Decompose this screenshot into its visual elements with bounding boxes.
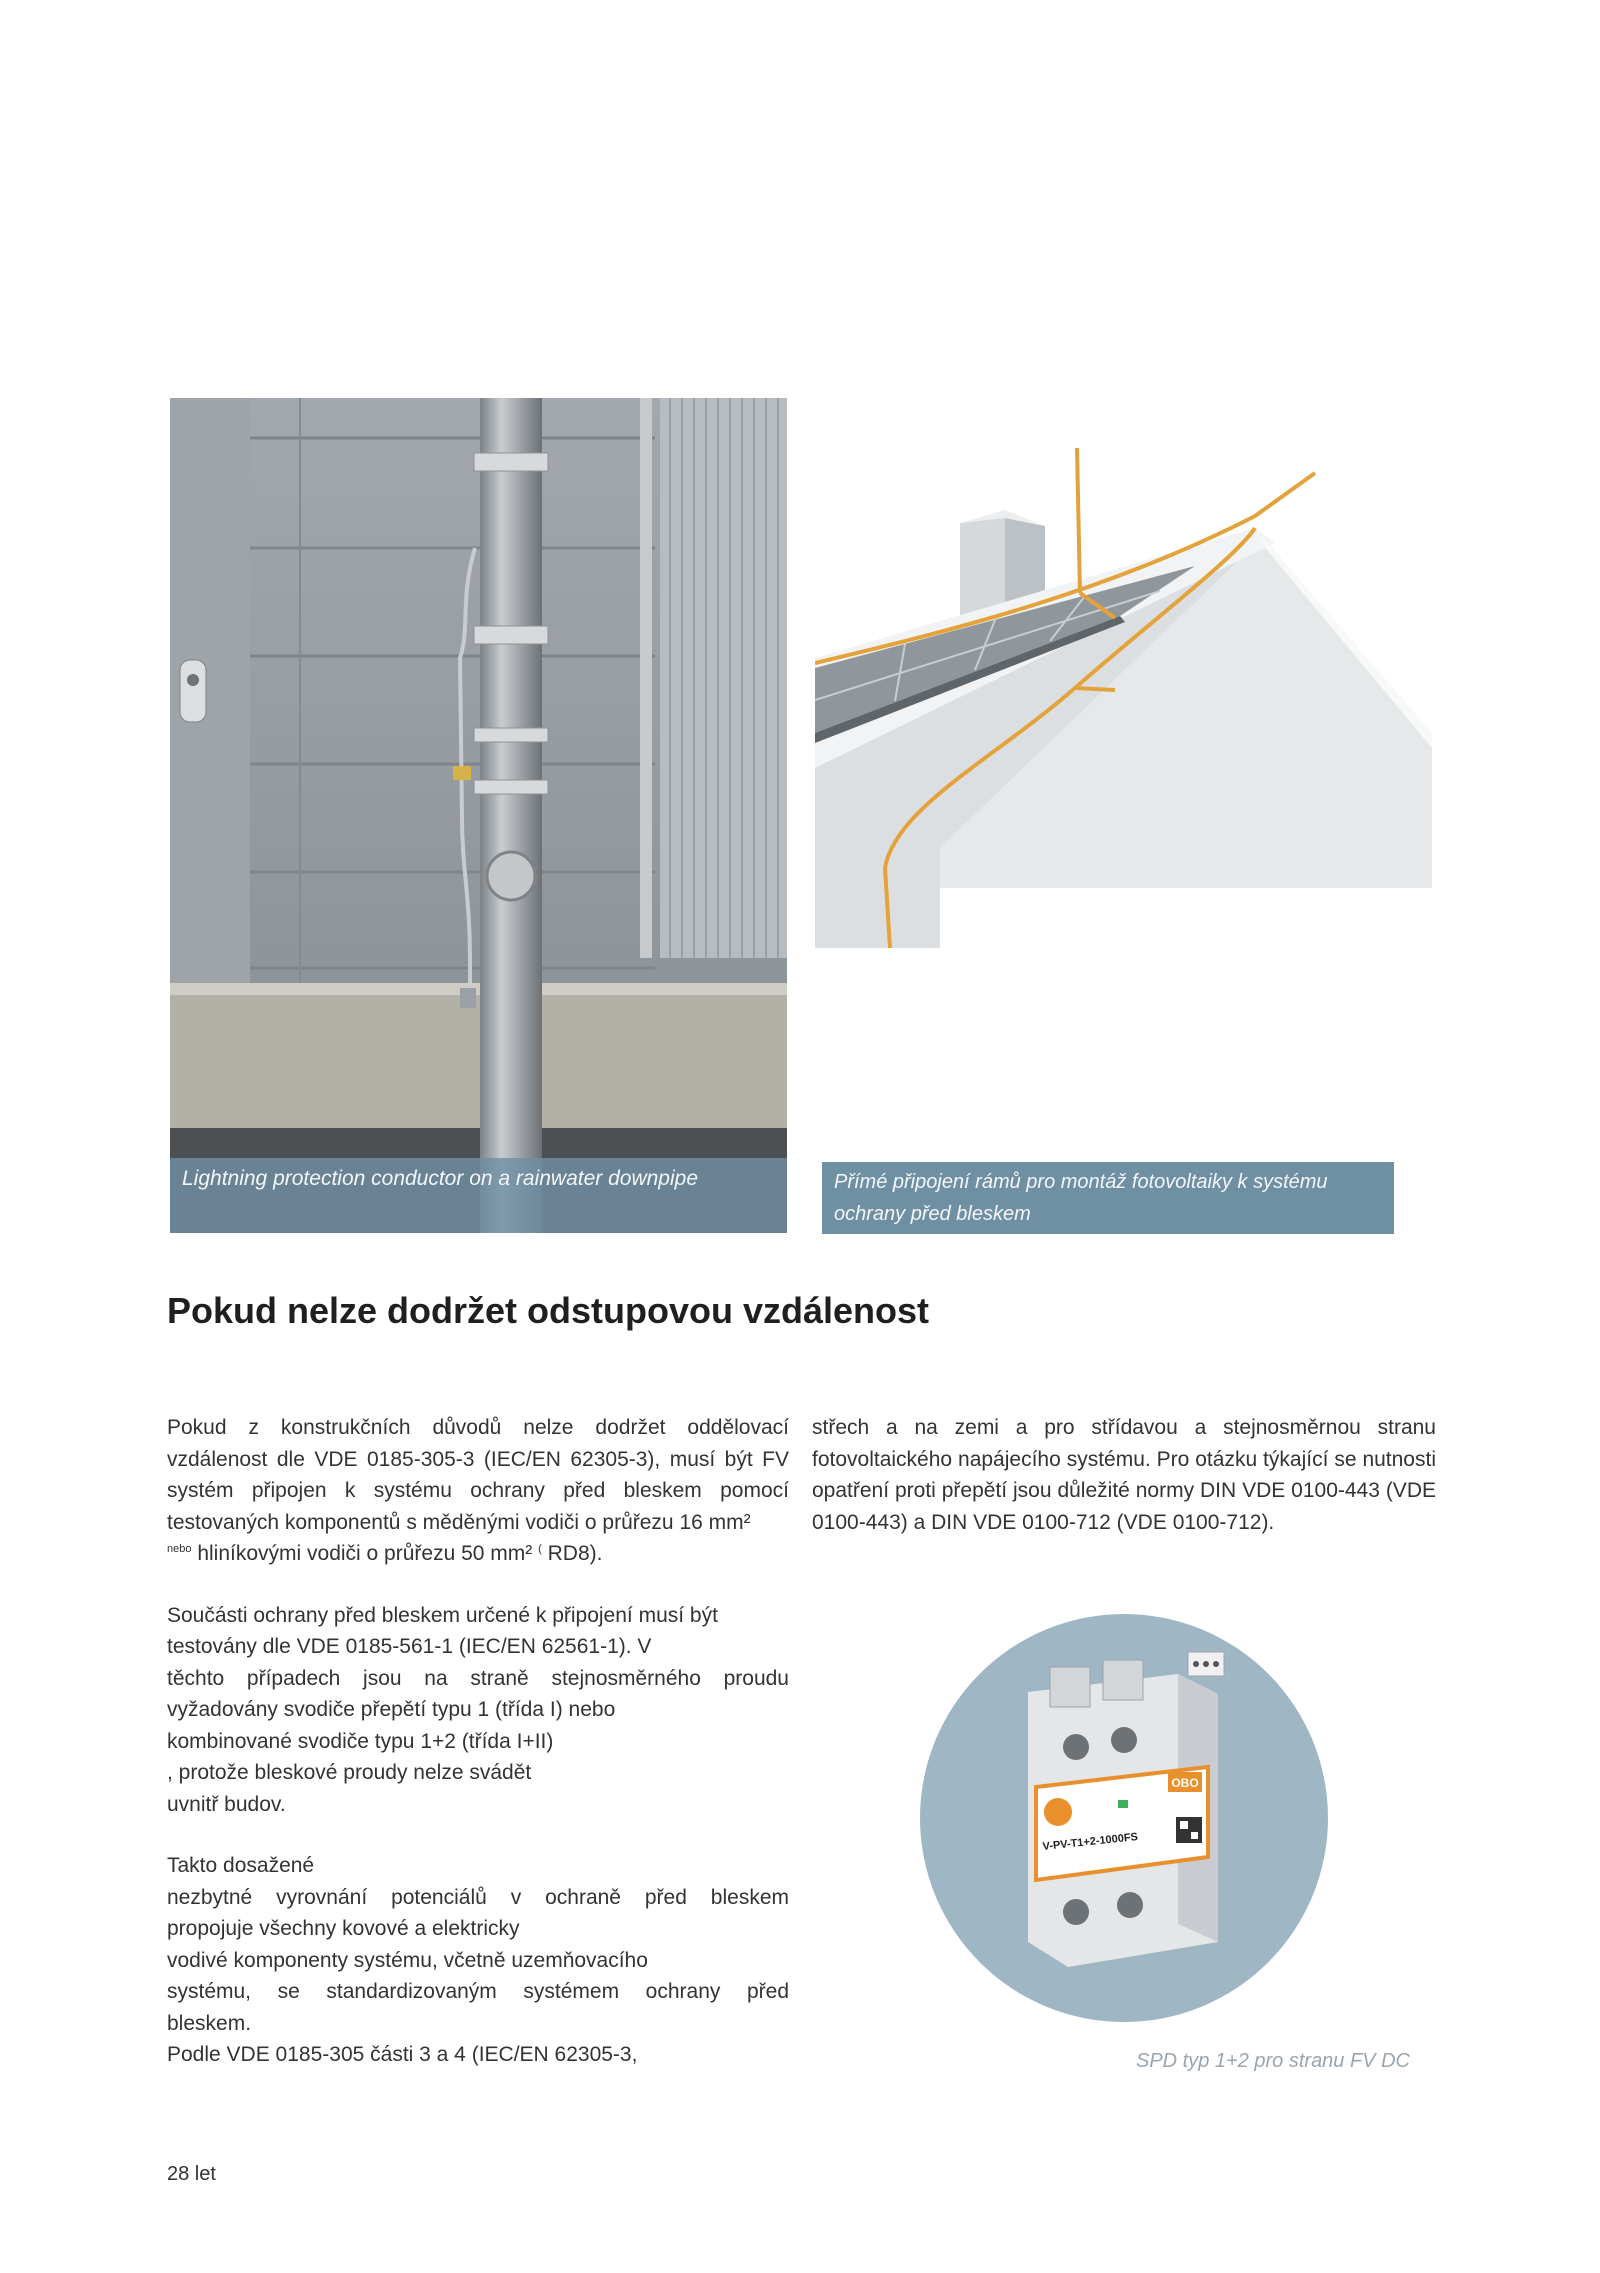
spd-model-label: V-PV-T1+2-1000FS — [1042, 1831, 1139, 1853]
left-p1-tail: hliníkovými vodiči o průřezu 50 mm² — [191, 1542, 533, 1565]
right-paragraph-1: střech a na zemi a pro střídavou a stejnosměrnou stranu fotovoltaického napájecího systému. Pro otázku týkající se nutnosti opatření proti přepětí jsou důležité normy DIN VDE 0100-443 (VDE 0100-443) a DIN VDE 0100-712 (VDE 0100-712). — [812, 1416, 1436, 1534]
left-p2-line: vyžadovány svodiče přepětí typu 1 (třída I) nebo — [167, 1698, 616, 1721]
spd-caption: SPD typ 1+2 pro stranu FV DC — [1135, 2050, 1410, 2072]
left-p2-line: těchto případech jsou na straně stejnosměrného proudu — [167, 1666, 789, 1690]
left-p3-line: propojuje všechny kovové a elektricky — [167, 1917, 520, 1940]
left-p1-sup2: ( — [538, 1543, 542, 1555]
left-p3-line: bleskem. — [167, 2011, 252, 2035]
roof-photo — [815, 448, 1432, 948]
left-p3-line: Takto dosažené — [167, 1854, 315, 1877]
roof-caption — [822, 1162, 1394, 1234]
left-p1-end: RD8). — [541, 1542, 603, 1565]
downpipe-photo — [170, 398, 787, 1233]
spd-brand-label: OBO — [1171, 1776, 1199, 1790]
left-p1-text: Pokud z konstrukčních důvodů nelze dodržet oddělovací vzdálenost dle VDE 0185-305-3 (IEC/EN 62305-3), musí být FV systém připojen k systému ochrany před bleskem pomocí testovaných komponentů s měděnými vodiči o průřezu 16 mm² — [167, 1416, 789, 1534]
section-heading: Pokud nelze dodržet odstupovou vzdálenost — [167, 1290, 930, 1331]
roof-illustration — [815, 448, 1432, 948]
left-paragraph-2 — [167, 1600, 789, 1821]
downpipe-caption: Lightning protection conductor on a rainwater downpipe — [170, 1158, 787, 1233]
left-p3-line: Podle VDE 0185-305 části 3 a 4 (IEC/EN 62305-3, — [167, 2043, 638, 2066]
roof-caption-line2: ochrany před bleskem — [834, 1203, 1031, 1225]
left-p2-line: Součásti ochrany před bleskem určené k připojení musí být — [167, 1603, 718, 1627]
left-p2-line: testovány dle VDE 0185-561-1 (IEC/EN 62561-1). V — [167, 1635, 652, 1658]
left-p3-line: nezbytné vyrovnání potenciálů v ochraně před bleskem — [167, 1885, 789, 1909]
spd-device-photo — [918, 1612, 1330, 2024]
left-p2-line: , protože bleskové proudy nelze svádět — [167, 1761, 532, 1784]
page-footer: 28 let — [167, 2163, 216, 2185]
left-p3-line: vodivé komponenty systému, včetně uzemňovacího — [167, 1948, 648, 1972]
left-p2-line: uvnitř budov. — [167, 1792, 286, 1816]
downpipe-illustration — [170, 398, 787, 1233]
left-p2-line: kombinované svodiče typu 1+2 (třída I+II) — [167, 1729, 554, 1753]
left-p1-sup: nebo — [167, 1543, 192, 1555]
right-text-column — [812, 1412, 1436, 1538]
left-paragraph-1 — [167, 1412, 789, 1570]
left-paragraph-3 — [167, 1850, 789, 2071]
roof-caption-line1: Přímé připojení rámů pro montáž fotovoltaiky k systému — [834, 1171, 1328, 1193]
spd-illustration — [918, 1612, 1330, 2024]
left-p3-line: systému, se standardizovaným systémem ochrany před — [167, 1980, 789, 2003]
left-text-column — [167, 1412, 789, 2071]
